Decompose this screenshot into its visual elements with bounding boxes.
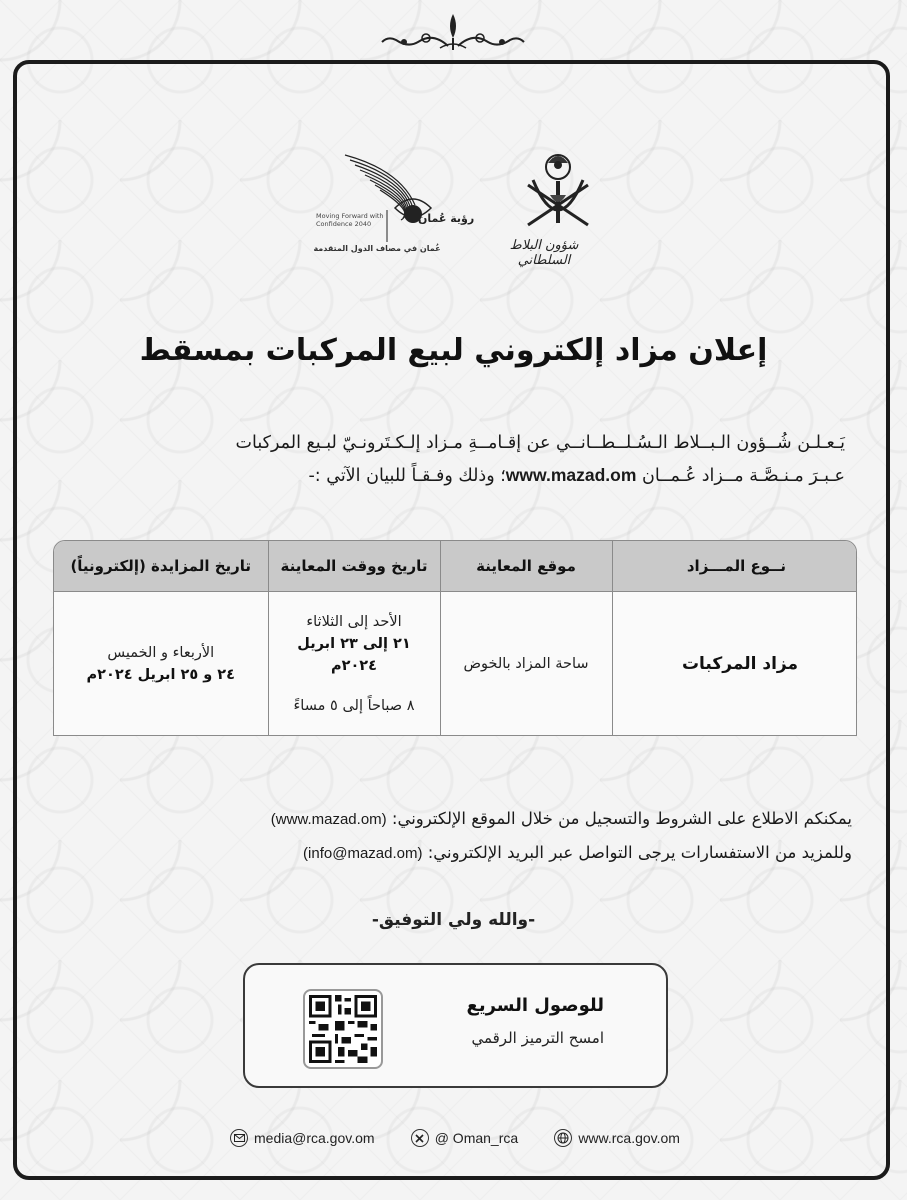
header-inspection-location: موقع المعاينة (440, 541, 612, 592)
qr-code-icon[interactable] (303, 989, 383, 1069)
header-auction-type: نــوع المـــزاد (612, 541, 856, 592)
table-header-row (54, 541, 856, 592)
footer-x-handle-text: @ Oman_rca (434, 1130, 519, 1146)
footer-email[interactable] (230, 1129, 375, 1147)
mazad-website-link[interactable]: (www.mazad.om) (270, 811, 387, 828)
header-bidding-date: تاريخ المزايدة (إلكترونياً) (54, 541, 268, 592)
cell-auction-type: مزاد المركبات (612, 592, 856, 736)
table-row (54, 592, 856, 736)
vision-logo-tagline: عُمان في مصاف الدول المتقدمة (313, 244, 441, 253)
qr-title: للوصول السريع (466, 995, 604, 1016)
footer-website[interactable] (554, 1129, 680, 1147)
info-paragraph (100, 802, 852, 870)
auction-table (53, 540, 857, 736)
cell-inspection-datetime (268, 592, 440, 736)
vision-logo-word: رؤية عُمان (418, 212, 475, 225)
cell-inspection-location: ساحة المزاد بالخوض (440, 592, 612, 736)
info-line-2-text: وللمزيد من الاستفسارات يرجى التواصل عبر البريد الإلكتروني: (427, 843, 852, 862)
intro-line-1: يَـعـلـن شُــؤون الـبــلاط الـسُـلــطــانــي عن إقـامــةِ مـزاد إلـكـتَرونـيّ لبـيع المركبات (235, 433, 845, 453)
inspection-dates: ٢١ إلى ٢٣ ابريل ٢٠٢٤م (297, 635, 411, 674)
footer-email-text: media@rca.gov.om (254, 1130, 375, 1146)
cell-bidding-date (54, 592, 268, 736)
info-line-2 (100, 836, 852, 870)
x-logo-icon (411, 1129, 429, 1147)
quick-access-box (243, 963, 668, 1088)
header-inspection-datetime: تاريخ ووقت المعاينة (268, 541, 440, 592)
info-line-1-text: يمكنكم الاطلاع على الشروط والتسجيل من خلال الموقع الإلكتروني: (391, 809, 852, 828)
closing-phrase: -والله ولي التوفيق- (371, 910, 536, 930)
bidding-days: الأربعاء و الخميس (107, 644, 215, 661)
footer-x-handle[interactable] (411, 1129, 518, 1147)
inspection-time: ٨ صباحاً إلى ٥ مساءً (293, 697, 415, 714)
envelope-icon (230, 1129, 248, 1147)
mazad-email-link[interactable]: (info@mazad.om) (303, 845, 423, 862)
globe-icon (554, 1129, 572, 1147)
rca-logo-caption: شؤون البلاط السلطاني (509, 238, 579, 268)
qr-subtitle: امسح الترميز الرقمي (471, 1029, 604, 1047)
inspection-days: الأحد إلى الثلاثاء (306, 613, 402, 630)
intro-paragraph (62, 427, 845, 492)
intro-line-2 (62, 459, 845, 492)
intro-line-2-prefix: عـبـرَ مـنـصَّـة مــزاد عُـمــان (642, 466, 845, 486)
info-line-1 (100, 802, 852, 836)
mazad-url-link[interactable]: www.mazad.om (505, 465, 637, 485)
bidding-dates: ٢٤ و ٢٥ ابريل ٢٠٢٤م (86, 666, 235, 683)
footer-website-text: www.rca.gov.om (578, 1130, 680, 1146)
vision-logo-subtitle: Moving Forward with Confidence 2040 (316, 212, 384, 228)
intro-line-2-suffix: ؛ وذلك وفـقـاً للبيان الآتي :- (308, 466, 506, 486)
footer-contacts (230, 1125, 680, 1151)
page-title: إعلان مزاد إلكتروني لبيع المركبات بمسقط (139, 333, 768, 368)
top-ornament-icon (378, 10, 528, 54)
